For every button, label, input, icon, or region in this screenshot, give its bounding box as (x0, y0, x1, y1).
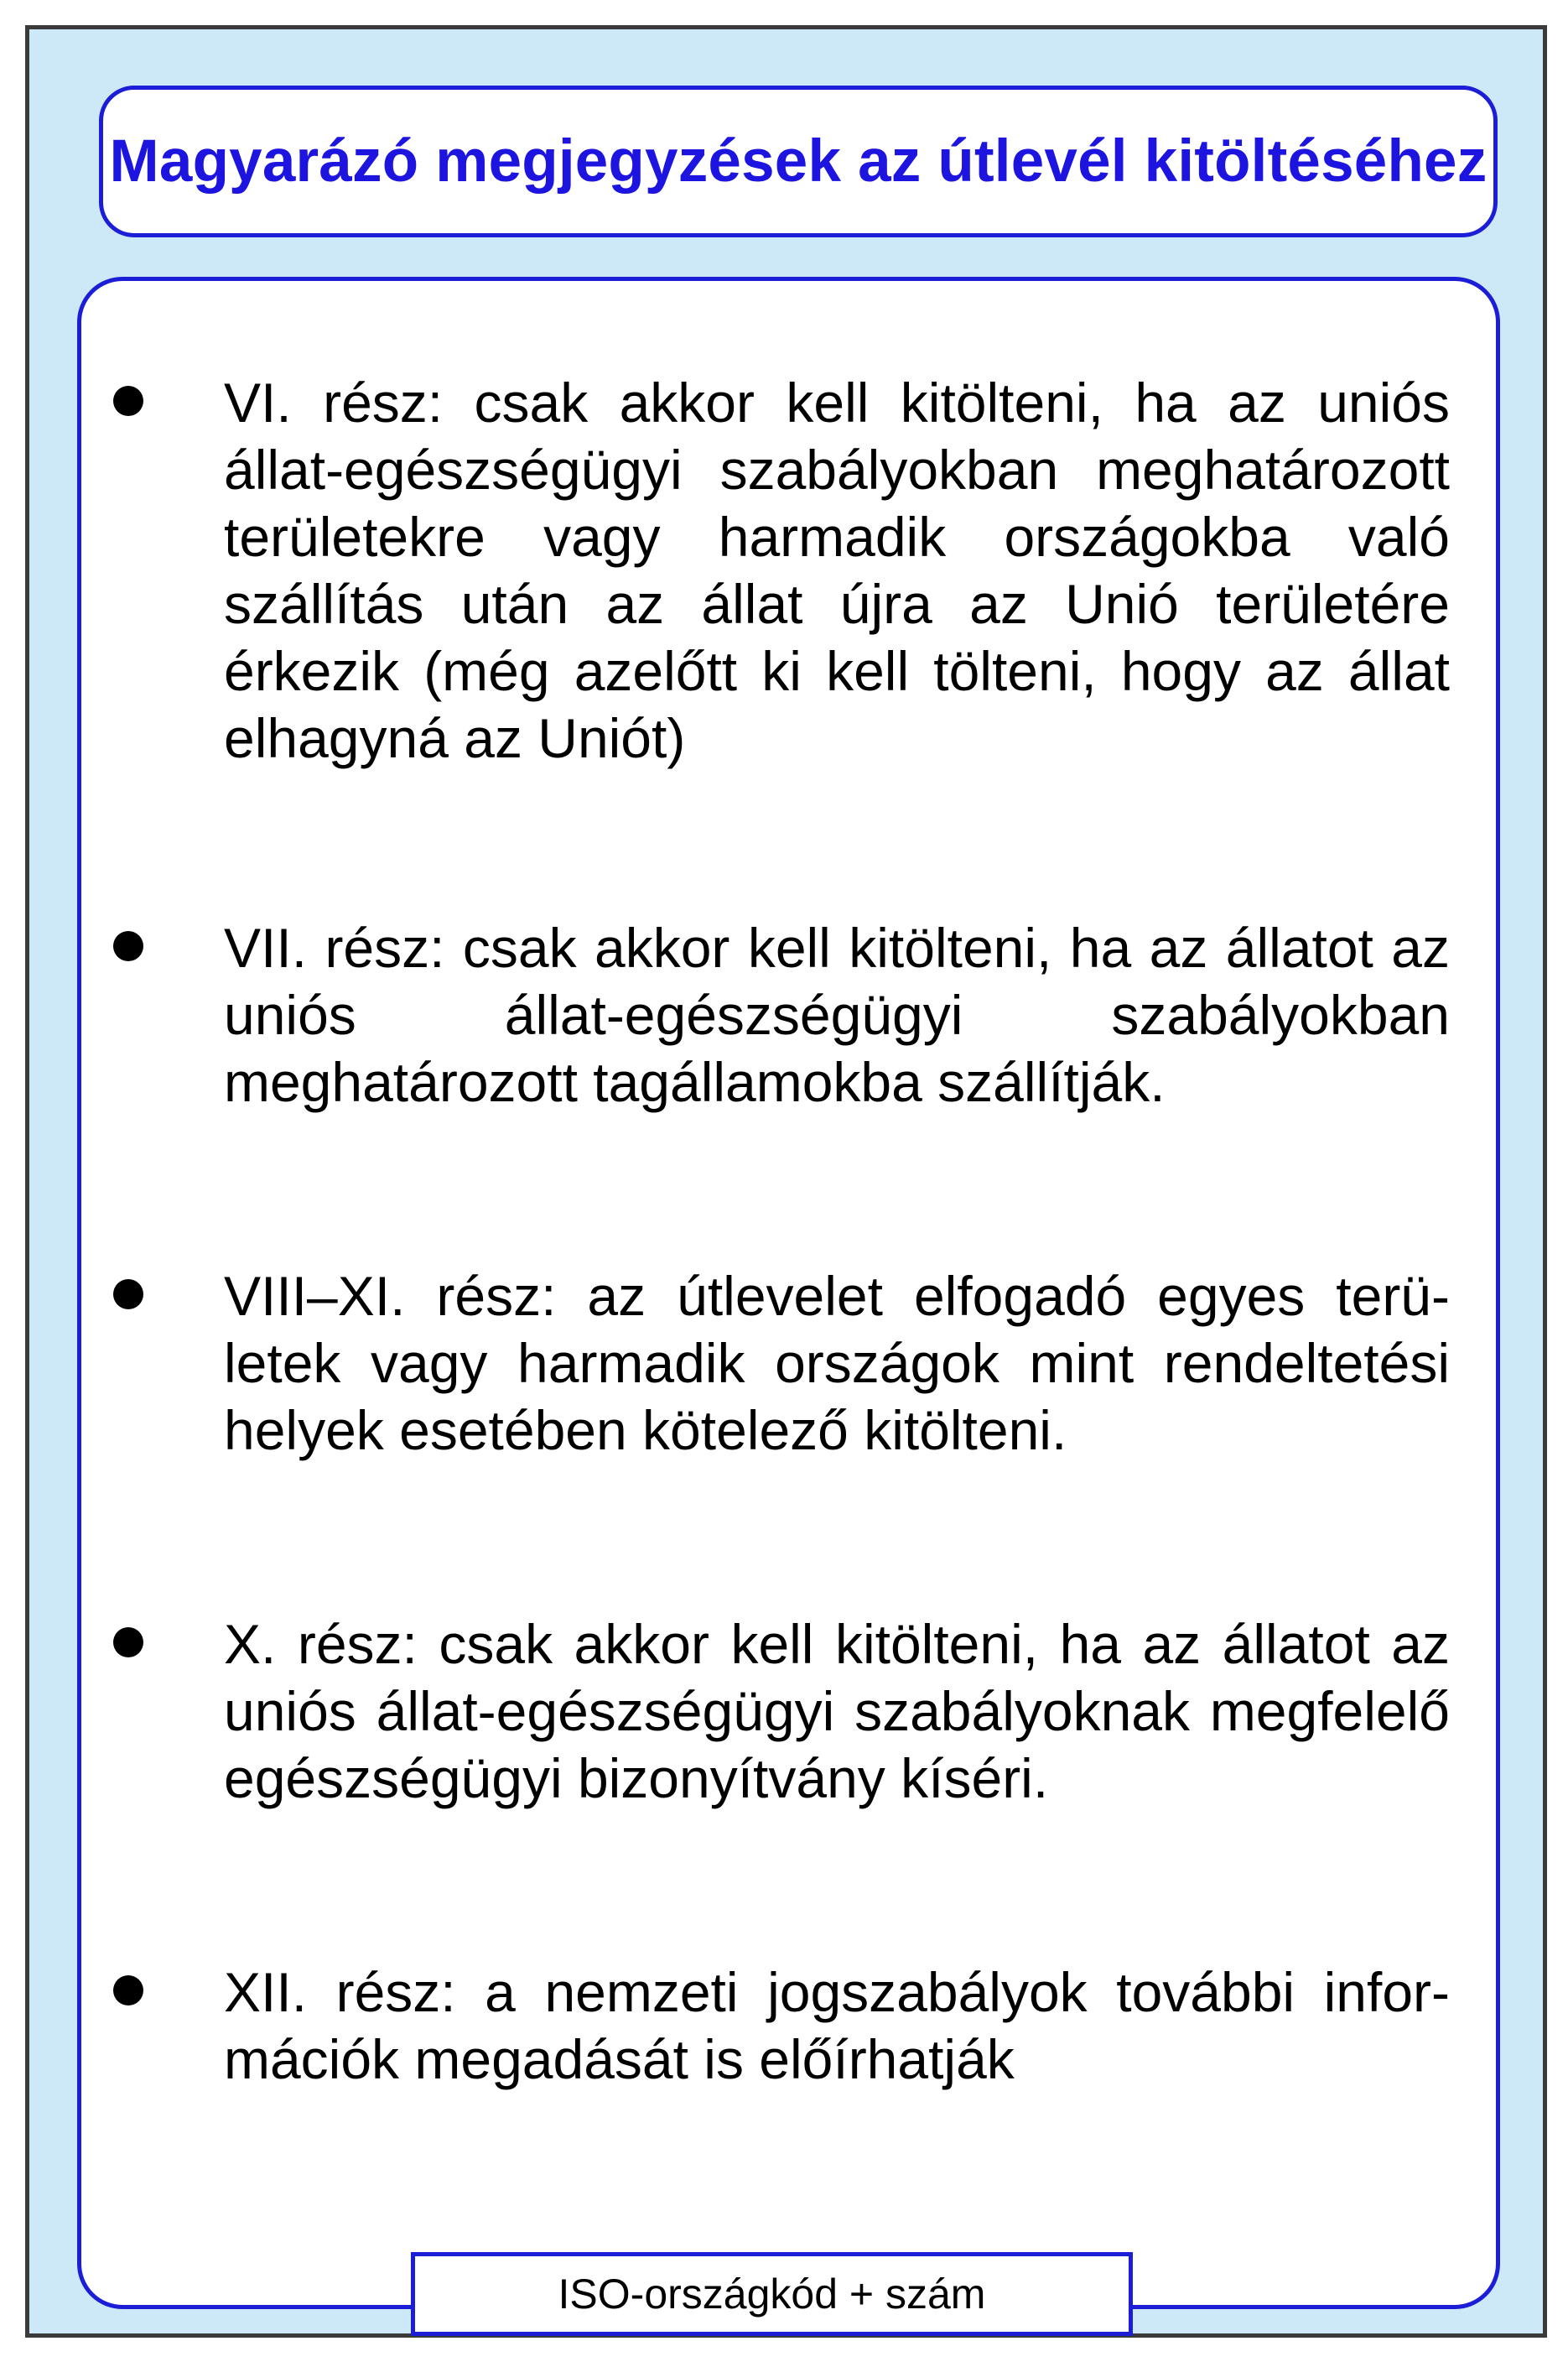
bullet-icon (113, 931, 143, 961)
page-title: Magyarázó megjegyzések az útlevél kitöltéséhez (109, 128, 1488, 195)
bullet-icon (113, 1627, 143, 1657)
bullet-icon (113, 386, 143, 416)
list-item-text: XII. rész: a nemzeti jogszabályok további információk megadását is előírhatják (224, 1961, 1450, 2090)
list-item-text: VII. rész: csak akkor kell kitölteni, ha az állatot az uniós állat-egészségügyi szabályokban meghatározott tagállamokba szállítják. (224, 917, 1450, 1113)
footer-label: ISO-országkód + szám (558, 2271, 986, 2318)
bullet-icon (113, 1279, 143, 1309)
list-item-text: X. rész: csak akkor kell kitölteni, ha az állatot az uniós állat-egészségügyi szabályoknak megfelelő egészségügyi bizonyítvány kíséri. (224, 1613, 1450, 1809)
notes-panel (77, 277, 1500, 2309)
footer-box (411, 2252, 1133, 2336)
title-box (99, 86, 1498, 237)
bullet-icon (113, 1975, 143, 2005)
list-item-text: VIII–XI. rész: az útlevelet elfogadó egyes területek vagy harmadik országok mint rendeltetési helyek esetében kötelező kitölteni. (224, 1265, 1450, 1461)
list-item-text: VI. rész: csak akkor kell kitölteni, ha az uniós állat-egészségügyi szabályokban meghatározott területekre vagy harmadik országokba való szállítás után az állat újra az Unió területére érkezik (még azelőtt ki kell tölteni, hogy az állat elhagyná az Uniót) (224, 372, 1450, 769)
